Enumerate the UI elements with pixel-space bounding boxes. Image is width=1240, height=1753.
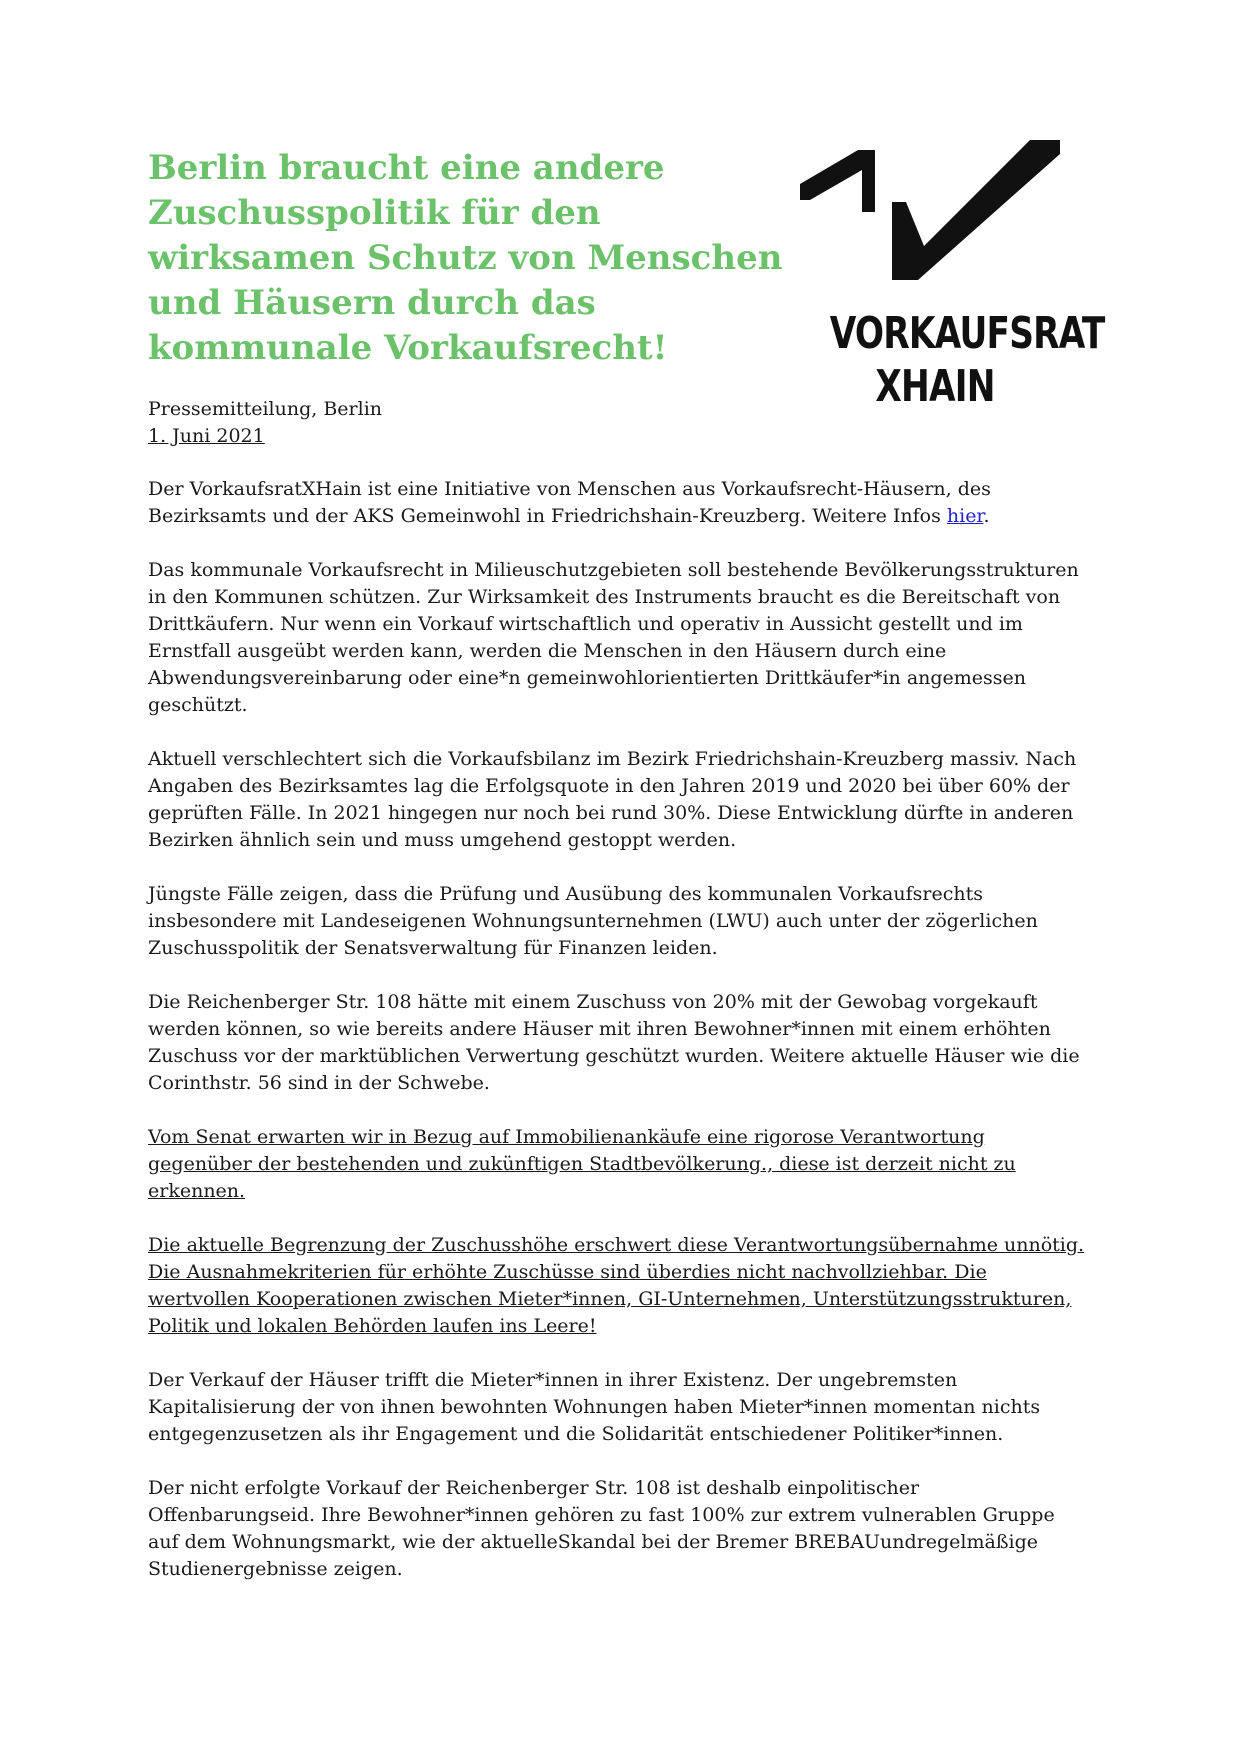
- paragraph-line: wertvollen Kooperationen zwischen Mieter*innen, GI-Unternehmen, Unterstützungsstrukturen,: [148, 1288, 1072, 1310]
- paragraph-line: geschützt.: [148, 694, 248, 716]
- intro-text: Bezirksamts und der AKS Gemeinwohl in Friedrichshain-Kreuzberg. Weitere Infos: [148, 505, 947, 527]
- paragraph-line: Die Ausnahmekriterien für erhöhte Zuschüsse sind überdies nicht nachvollziehbar. Die: [148, 1261, 987, 1283]
- paragraph-line: auf dem Wohnungsmarkt, wie der aktuelleSkandal bei der Bremer BREBAUundregelmäßige: [148, 1531, 1039, 1553]
- headline-line: Zuschusspolitik für den: [148, 193, 601, 233]
- body-paragraphs: [148, 557, 1108, 1583]
- logo-subtitle: XHAIN: [875, 361, 995, 412]
- paragraph-line: Zuschusspolitik der Senatsverwaltung für Finanzen leiden.: [148, 937, 718, 959]
- vorkaufsrat-xhain-logo: [800, 140, 1105, 430]
- paragraph-line: entgegenzusetzen als ihr Engagement und die Solidarität entschiedener Politiker*innen.: [148, 1423, 1004, 1445]
- body-paragraph: [148, 989, 1108, 1097]
- paragraph-line: Aktuell verschlechtert sich die Vorkaufsbilanz im Bezirk Friedrichshain-Kreuzberg massiv. Nach: [148, 748, 1077, 770]
- release-date: 1. Juni 2021: [148, 425, 265, 447]
- paragraph-line: Ernstfall ausgeübt werden kann, werden die Menschen in den Häusern durch eine: [148, 640, 947, 662]
- paragraph-line: Studienergebnisse zeigen.: [148, 1558, 403, 1580]
- headline-line: kommunale Vorkaufsrecht!: [148, 328, 668, 368]
- document-type: Pressemitteilung, Berlin: [148, 398, 383, 420]
- paragraph-line: Drittkäufern. Nur wenn ein Vorkauf wirtschaftlich und operativ in Aussicht gestellt und im: [148, 613, 1023, 635]
- more-info-link[interactable]: hier: [946, 505, 984, 527]
- body-paragraph: [148, 746, 1108, 854]
- logo-title: VORKAUFSRAT: [829, 308, 1105, 359]
- paragraph-line: Bezirken ähnlich sein und muss umgehend gestoppt werden.: [148, 829, 737, 851]
- paragraph-line: Der Verkauf der Häuser trifft die Mieter*innen in ihrer Existenz. Der ungebremsten: [148, 1369, 958, 1391]
- paragraph-line: Die Reichenberger Str. 108 hätte mit einem Zuschuss von 20% mit der Gewobag vorgekauft: [148, 991, 1038, 1013]
- body-paragraph: [148, 557, 1108, 719]
- headline: [148, 146, 783, 371]
- paragraph-line: Offenbarungseid. Ihre Bewohner*innen gehören zu fast 100% zur extrem vulnerablen Gruppe: [148, 1504, 1055, 1526]
- headline-line: Berlin braucht eine andere: [148, 148, 665, 188]
- headline-line: wirksamen Schutz von Menschen: [148, 238, 783, 278]
- headline-line: und Häusern durch das: [148, 283, 596, 323]
- paragraph-line: Das kommunale Vorkaufsrecht in Milieuschutzgebieten soll bestehende Bevölkerungsstrukturen: [148, 559, 1079, 581]
- body-paragraph: [148, 1475, 1108, 1583]
- paragraph-line: Abwendungsvereinbarung oder eine*n gemeinwohlorientierten Drittkäufer*in angemessen: [148, 667, 1027, 689]
- intro-punctuation: .: [983, 505, 990, 527]
- press-body: [148, 476, 1108, 1610]
- paragraph-line: Vom Senat erwarten wir in Bezug auf Immobilienankäufe eine rigorose Verantwortung: [148, 1126, 985, 1148]
- paragraph-line: in den Kommunen schützen. Zur Wirksamkeit des Instruments braucht es die Bereitschaft von: [148, 586, 1061, 608]
- paragraph-line: Die aktuelle Begrenzung der Zuschusshöhe erschwert diese Verantwortungsübernahme unnötig.: [148, 1234, 1085, 1256]
- paragraph-line: Der VorkaufsratXHain ist eine Initiative von Menschen aus Vorkaufsrecht-Häusern, des: [148, 478, 991, 500]
- paragraph-line: Jüngste Fälle zeigen, dass die Prüfung und Ausübung des kommunalen Vorkaufsrechts: [148, 883, 983, 905]
- paragraph-line: Corinthstr. 56 sind in der Schwebe.: [148, 1072, 490, 1094]
- paragraph-line: gegenüber der bestehenden und zukünftigen Stadtbevölkerung., diese ist derzeit nicht zu: [148, 1153, 1016, 1175]
- body-paragraph: [148, 1367, 1108, 1448]
- intro-paragraph: [148, 476, 1108, 530]
- paragraph-line: insbesondere mit Landeseigenen Wohnungsunternehmen (LWU) auch unter der zögerlichen: [148, 910, 1038, 932]
- press-meta: [148, 396, 382, 450]
- paragraph-line: werden können, so wie bereits andere Häuser mit ihren Bewohner*innen mit einem erhöhten: [148, 1018, 1051, 1040]
- paragraph-line: Politik und lokalen Behörden laufen ins Leere!: [148, 1315, 597, 1337]
- body-paragraph: [148, 881, 1108, 962]
- body-paragraph: [148, 1232, 1108, 1340]
- paragraph-line: [148, 503, 1108, 530]
- check-mark-icon: [800, 140, 1100, 300]
- paragraph-line: Kapitalisierung der von ihnen bewohnten Wohnungen haben Mieter*innen momentan nichts: [148, 1396, 1041, 1418]
- paragraph-line: geprüften Fälle. In 2021 hingegen nur noch bei rund 30%. Diese Entwicklung dürfte in anderen: [148, 802, 1074, 824]
- paragraph-line: Angaben des Bezirksamtes lag die Erfolgsquote in den Jahren 2019 und 2020 bei über 60% der: [148, 775, 1070, 797]
- paragraph-line: erkennen.: [148, 1180, 246, 1202]
- body-paragraph: [148, 1124, 1108, 1205]
- paragraph-line: Der nicht erfolgte Vorkauf der Reichenberger Str. 108 ist deshalb einpolitischer: [148, 1477, 920, 1499]
- paragraph-line: Zuschuss vor der marktüblichen Verwertung geschützt wurden. Weitere aktuelle Häuser wie die: [148, 1045, 1080, 1067]
